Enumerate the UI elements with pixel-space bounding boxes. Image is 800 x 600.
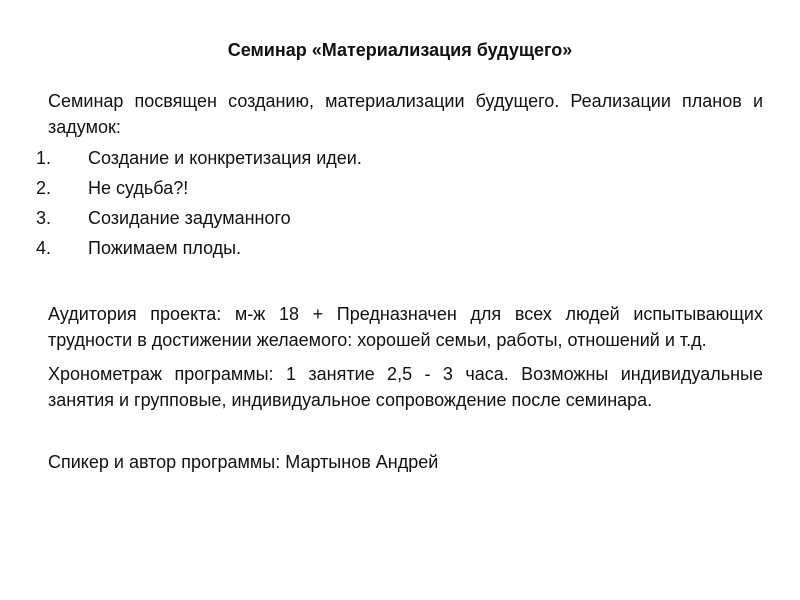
list-item-text: Пожимаем плоды.: [88, 238, 242, 258]
list-item-text: Созидание задуманного: [88, 208, 291, 228]
list-item-number: 1.: [36, 148, 52, 168]
list-item-number: 4.: [36, 238, 52, 258]
intro-paragraph: Семинар посвящен созданию, материализации будущего. Реализации планов и задумок:: [48, 91, 763, 137]
slide-title: Семинар «Материализация будущего»: [227, 40, 573, 60]
list-item-text: Не судьба?!: [88, 178, 189, 198]
list-item: [36, 233, 763, 263]
timing-paragraph: Хронометраж программы: 1 занятие 2,5 - 3 часа. Возможны индивидуальные занятия и групповые, индивидуальное сопровождение после семинара.: [48, 364, 763, 410]
list-item: [36, 143, 763, 173]
list-item-text: Создание и конкретизация идеи.: [88, 148, 362, 168]
list-item-number: 3.: [36, 208, 52, 228]
speaker-paragraph: Спикер и автор программы: Мартынов Андрей: [48, 452, 439, 472]
list-item: [36, 203, 763, 233]
list-item-number: 2.: [36, 178, 52, 198]
topics-list: [36, 143, 763, 263]
slide-body: [36, 88, 763, 475]
list-item: [36, 173, 763, 203]
audience-paragraph: Аудитория проекта: м-ж 18 + Предназначен для всех людей испытывающих трудности в достижении желаемого: хорошей семьи, работы, отношений и т.д.: [48, 304, 763, 350]
